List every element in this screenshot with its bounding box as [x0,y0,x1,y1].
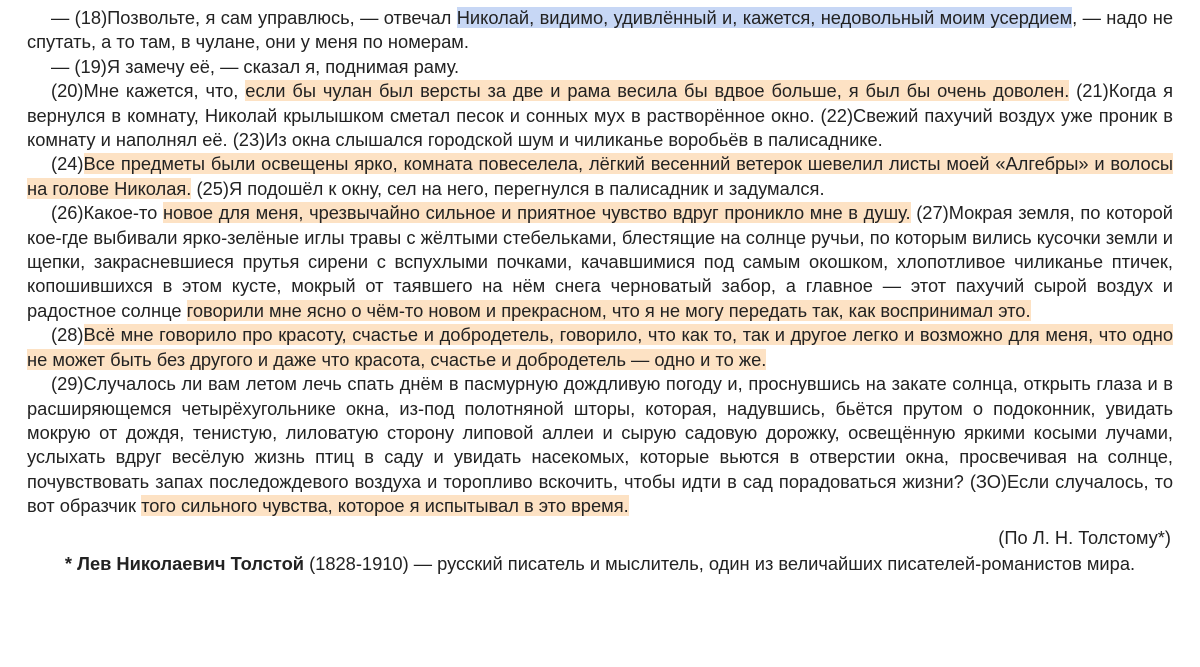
paragraph-p24 [27,152,1173,201]
text-segment: — (18)Позвольте, я сам управлюсь, — отвечал [51,7,457,28]
text-segment: , — надо не спутать, а то там, в чулане, они у меня по номерам. [27,7,1173,53]
text-segment: (24) [51,153,84,175]
highlight-orange: Все предметы были освещены ярко, комната повеселела, лёгкий весенний ветерок шевелил листы моей «Алгебры» и волосы на голове Николая. [27,153,1173,199]
paragraph-p19 [27,55,1173,79]
paragraph-p18 [27,6,1173,55]
highlight-orange: Всё мне говорило про красоту, счастье и добродетель, говорило, что как то, так и другое легко и возможно для меня, что одно не может быть без другого и даже что красота, счастье и добродетель — одно и то же. [27,324,1173,370]
text-segment: (21)Когда я вернулся в комнату, Николай крылышком сметал песок и сонных мух в растворённое окно. (22)Свежий пахучий воздух уже проник в комнату и наполнял её. (23)Из окна слышался городской шум и чиликанье воробьёв в палисаднике. [27,80,1173,151]
highlight-orange: если бы чулан был версты за две и рама весила бы вдвое больше, я был бы очень доволен. [245,80,1070,102]
highlight-orange: того сильного чувства, которое я испытывал в это время. [141,495,629,517]
author-footnote [27,552,1173,576]
paragraph-p26 [27,201,1173,323]
highlight-orange: говорили мне ясно о чём-то новом и прекрасном, что я не могу передать так, как воспринимал это. [186,299,1031,321]
paragraph-p28 [27,323,1173,372]
paragraph-p29 [27,372,1173,518]
text-segment: (20)Мне кажется, что, [51,80,246,102]
text-segment: (25)Я подошёл к окну, сел на него, перегнулся в палисадник и задумался. [191,177,825,199]
source-attribution: (По Л. Н. Толстому*) [998,526,1171,548]
text-segment: (27)Мокрая земля, по которой кое-где выбивали ярко-зелёные иглы травы с жёлтыми стебельками, блестящие на солнце ручьи, по которым вились кусочки земли и щепки, закрасневшиеся прутья сирени с вспухлыми почками, качавшимися под самым окошком, хлопотливое чиликанье птичек, копошившихся в этом кусте, мокрый от таявшего на нём снега черноватый забор, а главное — этот пахучий сырой воздух и радостное солнце [27,202,1173,321]
highlight-orange: новое для меня, чрезвычайно сильное и приятное чувство вдруг проникло мне в душу. [162,202,911,224]
text-segment: (29)Случалось ли вам летом лечь спать днём в пасмурную дождливую погоду и, проснувшись на закате солнца, открыть глаза и в расширяющемся четырёхугольнике окна, из-под полотняной шторы, которая, надувшись, бьётся прутом о подоконник, увидать мокрую от дождя, тенистую, лиловатую сторону липовой аллеи и сырую садовую дорожку, освещённую яркими косыми лучами, услыхать вдруг весёлую жизнь птиц в саду и увидать насекомых, которые вьются в отверстии окна, просвечивая на солнце, почувствовать запах последождевого воздуха и торопливо вскочить, чтобы идти в сад порадоваться жизни? (ЗО)Если случалось, то вот образчик [27,373,1173,517]
footnote-text: (1828-1910) — русский писатель и мыслитель, один из величайших писателей-романистов мира. [304,552,1136,574]
paragraph-p20 [27,79,1173,152]
highlight-blue: Николай, видимо, удивлённый и, кажется, недовольный моим усердием [456,7,1073,28]
text-body [27,6,1173,519]
footnote-author: * Лев Николаевич Толстой [64,552,304,574]
text-segment: — (19)Я замечу её, — сказал я, поднимая раму. [51,55,460,77]
text-segment: (26)Какое-то [51,202,163,224]
text-segment: (28) [51,324,84,346]
